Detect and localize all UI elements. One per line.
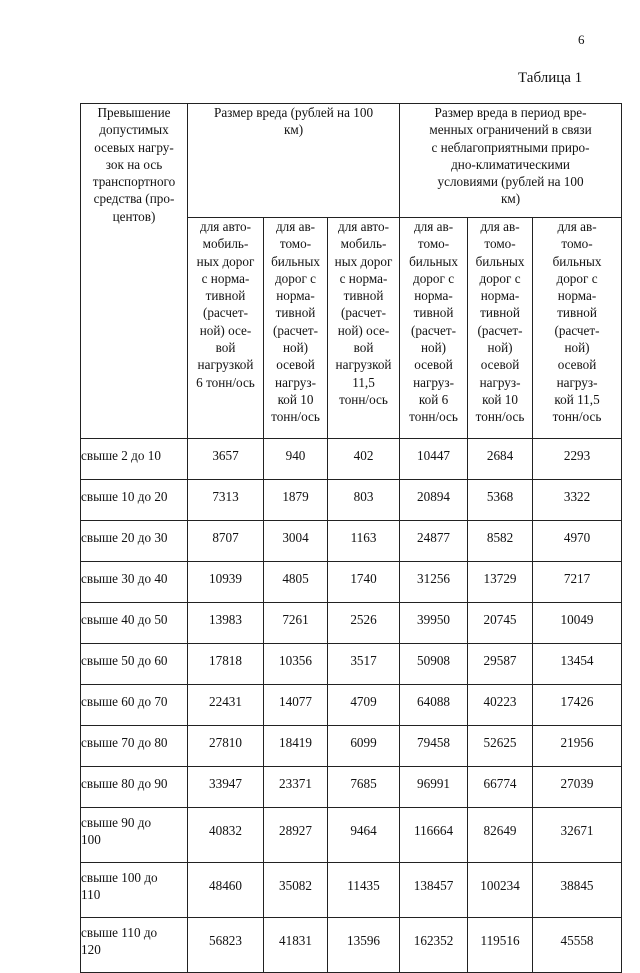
value-cell: 17426 xyxy=(533,685,622,726)
cell-text-line: нагруз- xyxy=(413,374,454,390)
cell-text-line: осевой xyxy=(480,357,520,373)
subheader-cell xyxy=(533,218,622,439)
cell-text-line: ной) осе- xyxy=(199,322,252,338)
subheader-cell xyxy=(468,218,533,439)
value-cell: 7685 xyxy=(328,767,400,808)
value-cell: 41831 xyxy=(264,918,328,973)
cell-text-line: допустимых xyxy=(99,122,169,138)
cell-text-line: бильных xyxy=(271,253,320,269)
value-cell: 119516 xyxy=(468,918,533,973)
cell-text-line: тивной xyxy=(480,305,520,321)
table-row xyxy=(81,644,622,685)
cell-text-line: (расчет- xyxy=(202,305,249,321)
value-cell: 940 xyxy=(264,439,328,480)
cell-text-line: свыше 2 до 10 xyxy=(81,448,161,463)
table-row xyxy=(81,603,622,644)
cell-text-line: ных дорог xyxy=(334,253,393,269)
value-cell: 32671 xyxy=(533,808,622,863)
value-cell: 10939 xyxy=(188,562,264,603)
value-cell: 24877 xyxy=(400,521,468,562)
cell-text-line: бильных xyxy=(552,253,602,269)
cell-text-line: ной) xyxy=(487,340,513,356)
subheader-cell xyxy=(400,218,468,439)
cell-text-line: Размер вреда в период вре- xyxy=(434,105,587,120)
cell-text-line: нагруз- xyxy=(556,374,598,390)
value-cell: 803 xyxy=(328,480,400,521)
cell-text-line: средства (про- xyxy=(93,191,175,207)
value-cell: 40223 xyxy=(468,685,533,726)
cell-text-line: км) xyxy=(500,191,521,207)
value-cell: 50908 xyxy=(400,644,468,685)
cell-text-line: (расчет- xyxy=(340,305,387,321)
cell-text-line: тонн/ось xyxy=(409,409,458,425)
value-cell: 13729 xyxy=(468,562,533,603)
value-cell: 4709 xyxy=(328,685,400,726)
cell-text-line: ной) xyxy=(420,340,447,356)
value-cell: 28927 xyxy=(264,808,328,863)
value-cell: 10356 xyxy=(264,644,328,685)
cell-text-line: для ав- xyxy=(413,219,454,234)
cell-text-line: свыше 60 до 70 xyxy=(81,694,168,709)
cell-text-line: менных ограничений в связи xyxy=(429,122,592,138)
subheader-cell xyxy=(188,218,264,439)
value-cell: 10049 xyxy=(533,603,622,644)
cell-text-line: дорог с xyxy=(413,270,455,286)
cell-text-line: осевой xyxy=(414,357,453,373)
cell-text-line: тивной xyxy=(413,305,454,321)
cell-text-line: свыше 70 до 80 xyxy=(81,735,168,750)
cell-text-line: свыше 110 до xyxy=(81,925,158,940)
cell-text-line: 110 xyxy=(81,887,101,903)
value-cell: 10447 xyxy=(400,439,468,480)
cell-text-line: 6 тонн/ось xyxy=(196,374,255,390)
value-cell: 27039 xyxy=(533,767,622,808)
value-cell: 18419 xyxy=(264,726,328,767)
cell-text-line: кой 11,5 xyxy=(554,391,600,407)
cell-text-line: норма- xyxy=(414,288,453,304)
overload-range-cell xyxy=(81,808,188,863)
cell-text-line: бильных xyxy=(475,253,525,269)
cell-text-line: с норма- xyxy=(201,270,250,286)
cell-text-line: норма- xyxy=(276,288,315,304)
value-cell: 48460 xyxy=(188,863,264,918)
value-cell: 45558 xyxy=(533,918,622,973)
value-cell: 13983 xyxy=(188,603,264,644)
value-cell: 96991 xyxy=(400,767,468,808)
value-cell: 2293 xyxy=(533,439,622,480)
overload-range-cell xyxy=(81,726,188,767)
cell-text-line: тонн/ось xyxy=(475,409,525,425)
value-cell: 9464 xyxy=(328,808,400,863)
value-cell: 1163 xyxy=(328,521,400,562)
cell-text-line: дорог с xyxy=(556,270,598,286)
row-header-cell xyxy=(81,104,188,439)
value-cell: 52625 xyxy=(468,726,533,767)
subheader-cell xyxy=(264,218,328,439)
value-cell: 3657 xyxy=(188,439,264,480)
value-cell: 7261 xyxy=(264,603,328,644)
table-row xyxy=(81,918,622,973)
cell-text-line: норма- xyxy=(480,288,520,304)
overload-range-cell xyxy=(81,863,188,918)
cell-text-line: ной) xyxy=(564,340,590,356)
cell-text-line: томо- xyxy=(279,236,312,252)
cell-text-line: свыше 80 до 90 xyxy=(81,776,168,791)
cell-text-line: бильных xyxy=(409,253,458,269)
cell-text-line: вой xyxy=(215,340,236,356)
group-header-damage xyxy=(188,104,400,218)
overload-range-cell xyxy=(81,918,188,973)
value-cell: 20894 xyxy=(400,480,468,521)
cell-text-line: нагруз- xyxy=(479,374,521,390)
cell-text-line: Превышение xyxy=(97,105,171,120)
value-cell: 20745 xyxy=(468,603,533,644)
value-cell: 5368 xyxy=(468,480,533,521)
overload-range-cell xyxy=(81,644,188,685)
value-cell: 22431 xyxy=(188,685,264,726)
cell-text-line: центов) xyxy=(112,208,156,224)
value-cell: 66774 xyxy=(468,767,533,808)
value-cell: 1879 xyxy=(264,480,328,521)
table-row xyxy=(81,480,622,521)
cell-text-line: ной) xyxy=(282,340,309,356)
cell-text-line: тонн/ось xyxy=(271,409,320,425)
cell-text-line: нагруз- xyxy=(275,374,316,390)
value-cell: 3322 xyxy=(533,480,622,521)
value-cell: 79458 xyxy=(400,726,468,767)
cell-text-line: 11,5 xyxy=(352,374,375,390)
value-cell: 2526 xyxy=(328,603,400,644)
cell-text-line: осевых нагру- xyxy=(94,139,174,155)
cell-text-line: с неблагоприятными приро- xyxy=(431,139,590,155)
overload-range-cell xyxy=(81,562,188,603)
value-cell: 40832 xyxy=(188,808,264,863)
cell-text-line: зок на ось xyxy=(105,156,163,172)
value-cell: 7313 xyxy=(188,480,264,521)
cell-text-line: Размер вреда (рублей на 100 xyxy=(213,105,374,120)
cell-text-line: кой 10 xyxy=(482,391,518,407)
cell-text-line: томо- xyxy=(484,236,516,252)
value-cell: 35082 xyxy=(264,863,328,918)
cell-text-line: (расчет- xyxy=(554,322,600,338)
cell-text-line: для ав- xyxy=(557,219,597,234)
cell-text-line: осевой xyxy=(557,357,597,373)
value-cell: 17818 xyxy=(188,644,264,685)
cell-text-line: км) xyxy=(283,122,304,138)
cell-text-line: тивной xyxy=(275,305,316,321)
cell-text-line: (расчет- xyxy=(410,322,457,338)
value-cell: 116664 xyxy=(400,808,468,863)
table-label: Таблица 1 xyxy=(518,70,583,86)
table-row xyxy=(81,726,622,767)
value-cell: 4970 xyxy=(533,521,622,562)
value-cell: 23371 xyxy=(264,767,328,808)
value-cell: 31256 xyxy=(400,562,468,603)
cell-text-line: дорог с xyxy=(274,270,317,286)
subheader-cell xyxy=(328,218,400,439)
cell-text-line: свыше 20 до 30 xyxy=(81,530,168,545)
cell-text-line: для ав- xyxy=(275,219,316,234)
overload-range-cell xyxy=(81,439,188,480)
value-cell: 2684 xyxy=(468,439,533,480)
value-cell: 3517 xyxy=(328,644,400,685)
value-cell: 8582 xyxy=(468,521,533,562)
overload-range-cell xyxy=(81,767,188,808)
cell-text-line: транспортного xyxy=(92,174,176,190)
value-cell: 162352 xyxy=(400,918,468,973)
cell-text-line: тивной xyxy=(557,305,597,321)
table-row xyxy=(81,562,622,603)
cell-text-line: свыше 100 до xyxy=(81,870,158,885)
value-cell: 3004 xyxy=(264,521,328,562)
cell-text-line: кой 10 xyxy=(277,391,314,407)
cell-text-line: мобиль- xyxy=(202,236,249,252)
overload-range-cell xyxy=(81,685,188,726)
cell-text-line: норма- xyxy=(557,288,597,304)
value-cell: 402 xyxy=(328,439,400,480)
cell-text-line: свыше 30 до 40 xyxy=(81,571,168,586)
value-cell: 1740 xyxy=(328,562,400,603)
cell-text-line: свыше 90 до xyxy=(81,815,152,830)
cell-text-line: тивной xyxy=(205,288,246,304)
cell-text-line: вой xyxy=(353,340,374,356)
cell-text-line: для ав- xyxy=(480,219,520,234)
value-cell: 11435 xyxy=(328,863,400,918)
cell-text-line: свыше 50 до 60 xyxy=(81,653,168,668)
cell-text-line: тивной xyxy=(343,288,384,304)
cell-text-line: (расчет- xyxy=(272,322,319,338)
cell-text-line: осевой xyxy=(276,357,315,373)
cell-text-line: для авто- xyxy=(200,219,251,234)
value-cell: 138457 xyxy=(400,863,468,918)
cell-text-line: ной) осе- xyxy=(337,322,390,338)
value-cell: 82649 xyxy=(468,808,533,863)
value-cell: 21956 xyxy=(533,726,622,767)
cell-text-line: свыше 40 до 50 xyxy=(81,612,168,627)
overload-range-cell xyxy=(81,480,188,521)
cell-text-line: мобиль- xyxy=(340,236,387,252)
cell-text-line: дно-климатическими xyxy=(451,156,570,172)
value-cell: 56823 xyxy=(188,918,264,973)
overload-range-cell xyxy=(81,603,188,644)
value-cell: 7217 xyxy=(533,562,622,603)
value-cell: 27810 xyxy=(188,726,264,767)
page-number: 6 xyxy=(578,32,585,47)
cell-text-line: томо- xyxy=(417,236,450,252)
value-cell: 33947 xyxy=(188,767,264,808)
cell-text-line: для авто- xyxy=(338,219,389,234)
value-cell: 8707 xyxy=(188,521,264,562)
cell-text-line: тонн/ось xyxy=(552,409,602,425)
value-cell: 64088 xyxy=(400,685,468,726)
cell-text-line: (расчет- xyxy=(477,322,523,338)
value-cell: 6099 xyxy=(328,726,400,767)
cell-text-line: нагрузкой xyxy=(335,357,392,373)
table-row xyxy=(81,521,622,562)
overload-range-cell xyxy=(81,521,188,562)
cell-text-line: 100 xyxy=(81,832,101,848)
cell-text-line: с норма- xyxy=(339,270,388,286)
cell-text-line: дорог с xyxy=(479,270,521,286)
table-row xyxy=(81,685,622,726)
table-row xyxy=(81,808,622,863)
value-cell: 29587 xyxy=(468,644,533,685)
value-cell: 38845 xyxy=(533,863,622,918)
table-row xyxy=(81,767,622,808)
cell-text-line: томо- xyxy=(561,236,593,252)
cell-text-line: кой 6 xyxy=(418,391,449,407)
value-cell: 14077 xyxy=(264,685,328,726)
cell-text-line: условиями (рублей на 100 xyxy=(437,174,584,190)
value-cell: 13454 xyxy=(533,644,622,685)
table-row xyxy=(81,439,622,480)
cell-text-line: нагрузкой xyxy=(197,357,254,373)
value-cell: 100234 xyxy=(468,863,533,918)
cell-text-line: тонн/ось xyxy=(339,391,388,407)
cell-text-line: 120 xyxy=(81,942,101,958)
cell-text-line: ных дорог xyxy=(196,253,255,269)
table-row xyxy=(81,863,622,918)
value-cell: 13596 xyxy=(328,918,400,973)
group-header-seasonal-damage xyxy=(400,104,622,218)
value-cell: 4805 xyxy=(264,562,328,603)
cell-text-line: свыше 10 до 20 xyxy=(81,489,168,504)
damage-table xyxy=(80,103,622,973)
value-cell: 39950 xyxy=(400,603,468,644)
